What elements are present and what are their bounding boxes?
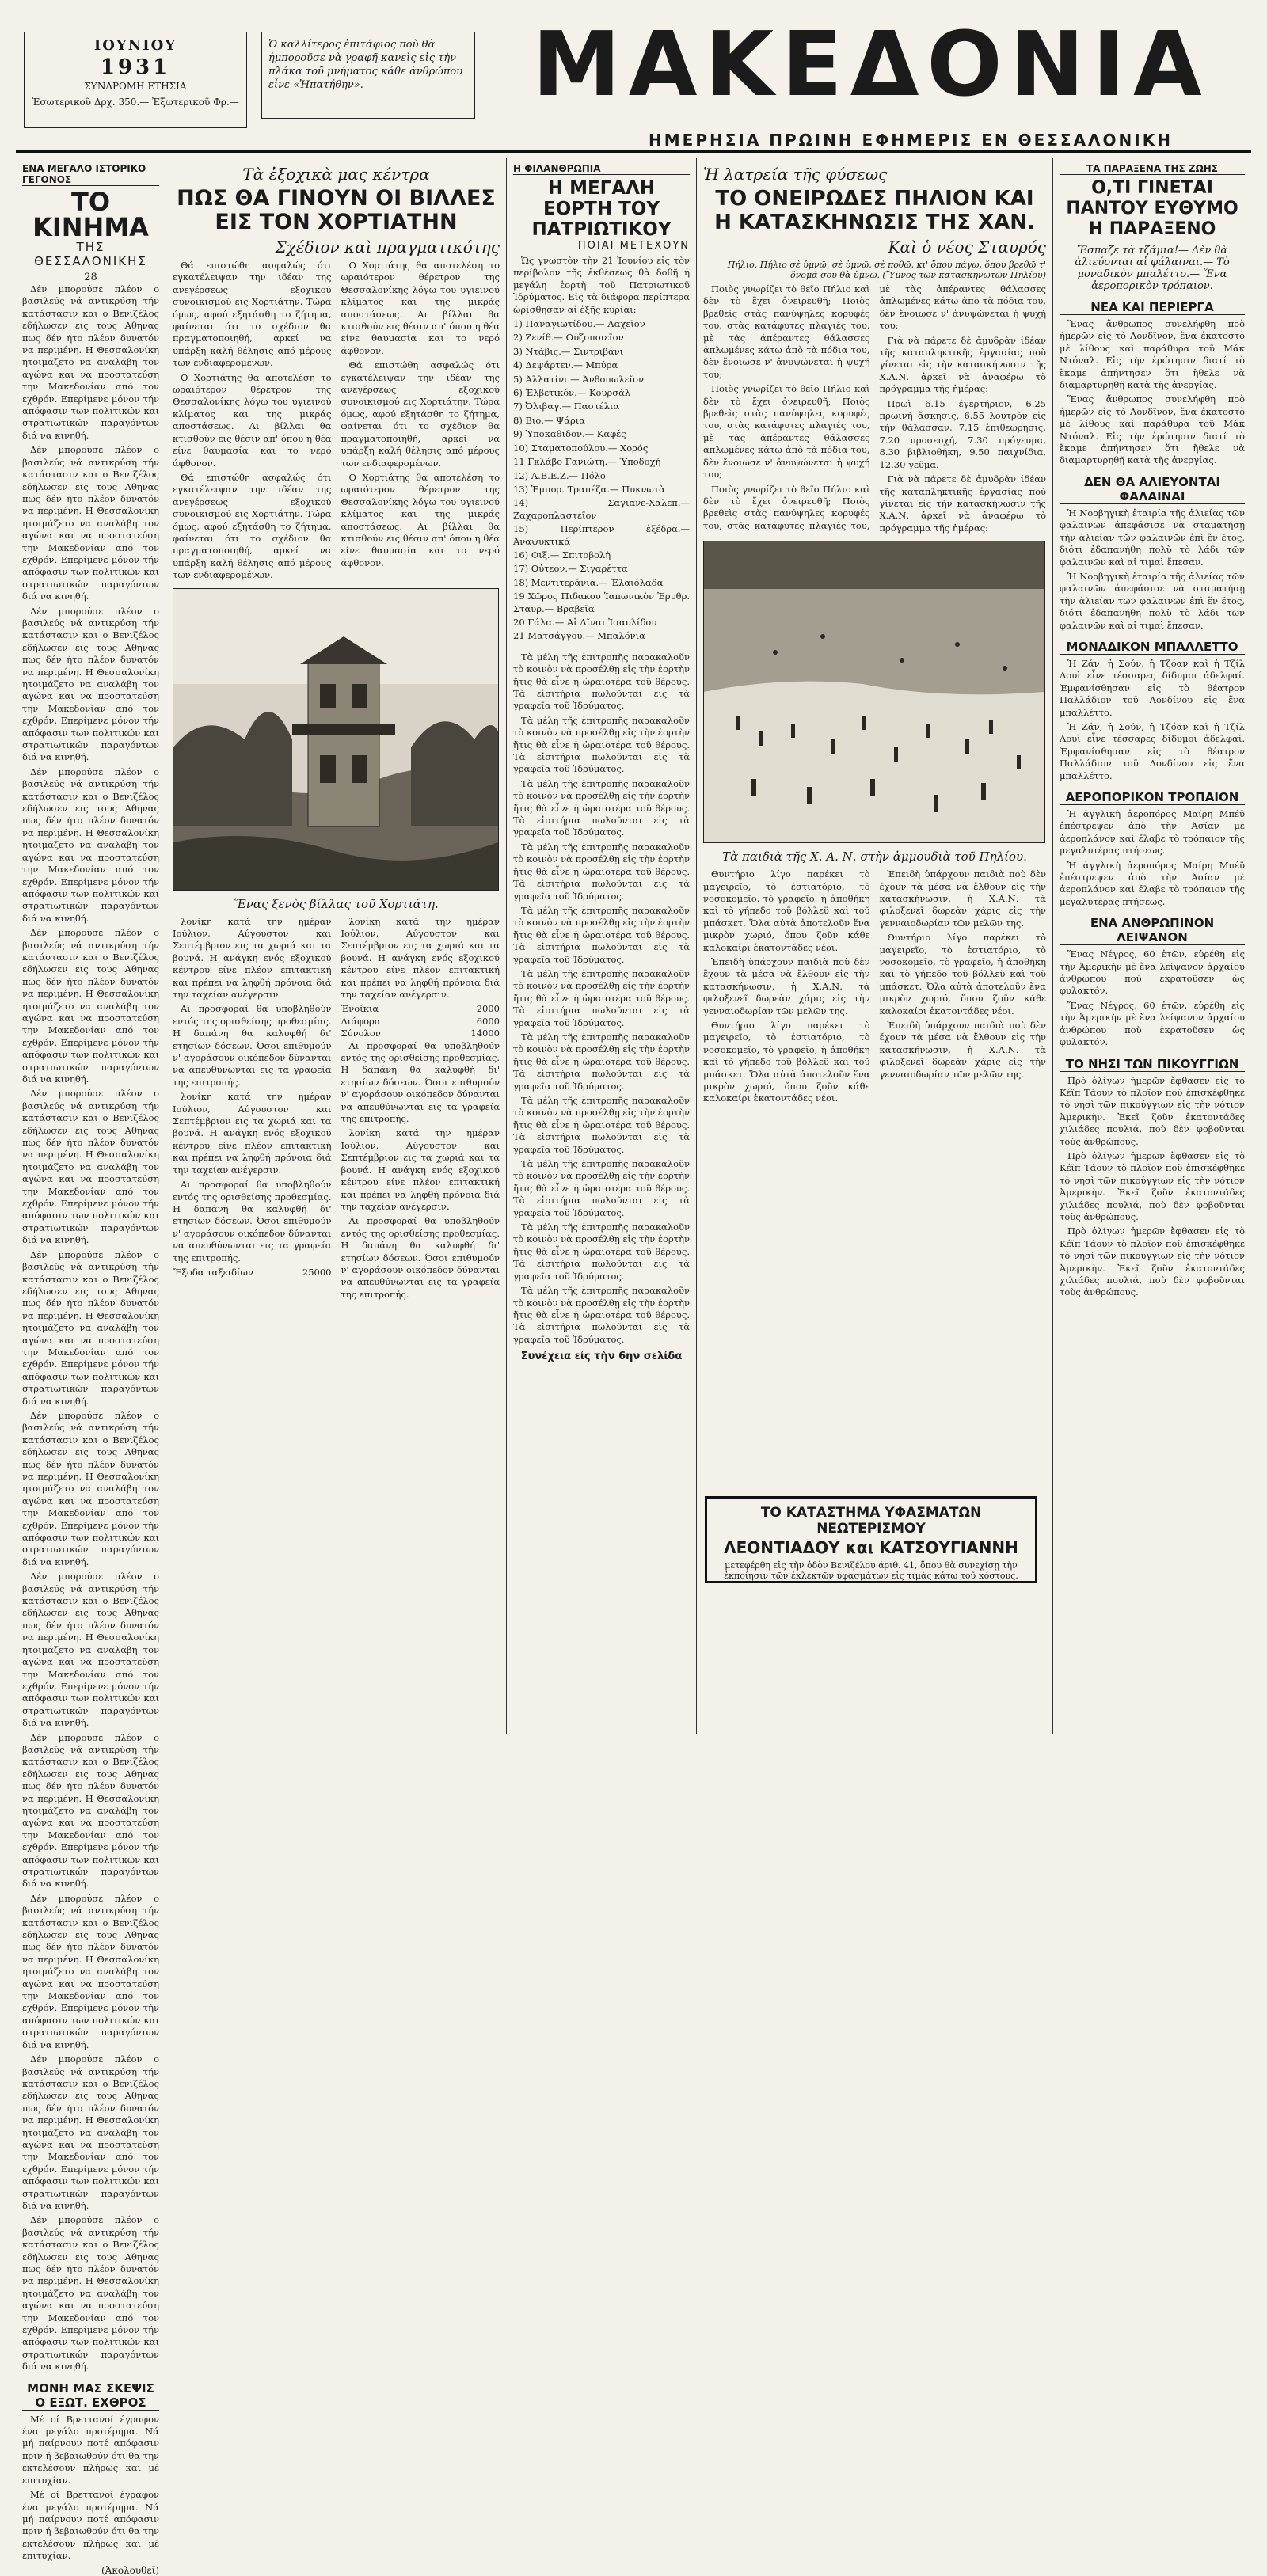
- cost-amount: 6000: [476, 1015, 500, 1027]
- section-body: [1060, 808, 1245, 908]
- paragraph: Ο Χορτιάτης θα αποτελέση το ωραιότερον θέρετρον της Θεσσαλονίκης λόγω του υγιεινού κλίματος και της μικράς αποστάσεως. Αι βίλλαι θα κτισθούν εις θέσιν απ' όπου η θέα είνε θαυμασία και το νερό άφθονον.: [341, 471, 500, 568]
- article-headline: Ο,ΤΙ ΓΙΝΕΤΑΙ ΠΑΝΤΟΥ ΕΥΘΥΜΟ Η ΠΑΡΑΞΕΝΟ: [1066, 178, 1238, 239]
- continued-note: Συνέχεια εἰς τὴν 6ην σελίδα: [520, 1351, 683, 1363]
- article-subhead: ΠΟΙΑΙ ΜΕΤΕΧΟΥΝ: [577, 240, 690, 252]
- article-headline: ΠΩΣ ΘΑ ΓΙΝΟΥΝ ΟΙ ΒΙΛΛΕΣ ΕΙΣ ΤΟΝ ΧΟΡΤΙΑΤΗΝ: [177, 186, 496, 234]
- section-body: [1060, 948, 1245, 1048]
- ad-name: ΛΕΟΝΤΙΑΔΟΥ και ΚΑΤΣΟΥΓΙΑΝΝΗ: [724, 1538, 1018, 1557]
- newspaper-subtitle: ΗΜΕΡΗΣΙΑ ΠΡΩΙΝΗ ΕΦΗΜΕΡΙΣ ΕΝ ΘΕΣΣΑΛΟΝΙΚΗ: [570, 127, 1251, 150]
- paragraph: Ἡ Νορβηγικὴ ἑταιρία τῆς ἁλιείας τῶν φαλαινῶν ἀπεφάσισε νὰ σταματήσῃ τὴν ἁλιείαν τῶν φαλαινῶν ἐπὶ ἕν ἔτος, διότι ἐδαπανήθη πολὺ τὸ λάδι τῶν φαλαινῶν καὶ αἱ τιμαὶ ἔπεσαν.: [1060, 570, 1245, 631]
- paragraph: Δέν μπορούσε πλέον ο βασιλεύς νά αντικρύση τήν κατάστασιν και ο Βενιζέλος εδήλωσεν εις τους Αθηνας πως δέν ήτο πλέον δυνατόν να περιμένη. Η Θεσσαλονίκη ητοιμάζετο να αναλάβη τον αγώνα και να προστατεύση την Μακεδονίαν από τον εχθρόν. Επερίμενε μόνον τήν απόφασιν των πολιτικών και στρατιωτικών παραγόντων διά να κινηθή.: [22, 1571, 159, 1729]
- installment-number: 28: [84, 272, 97, 283]
- article-headline: ΤΟ ΚΙΝΗΜΑ: [32, 187, 149, 242]
- paragraph: Ἡ Ζάν, ἡ Σούν, ἡ Τζόαν καὶ ἡ Τζίλ Λουὶ εἶνε τέσσαρες δίδυμοι ἀδελφαί. Ἐμφανίσθησαν εἰς τὸ θέατρον Παλλάδιον τοῦ Λονδίνου εἰς ἕνα μπαλλέττο.: [1060, 657, 1245, 718]
- section-headline: ΑΕΡΟΠΟΡΙΚΟΝ ΤΡΟΠΑΙΟΝ: [1060, 790, 1245, 805]
- list-item: 9) Ὑποκαθιδον.— Καφές: [513, 428, 626, 440]
- list-item: 15) Περίπτερον ἐξέδρα.— Ἀναψυκτικά: [513, 523, 690, 547]
- paragraph: Δέν μπορούσε πλέον ο βασιλεύς νά αντικρύση τήν κατάστασιν και ο Βενιζέλος εδήλωσεν εις τους Αθηνας πως δέν ήτο πλέον δυνατόν να περιμένη. Η Θεσσαλονίκη ητοιμάζετο να αναλάβη τον αγώνα και να προστατεύση την Μακεδονίαν από τον εχθρόν. Επερίμενε μόνον τήν απόφασιν των πολιτικών και στρατιωτικών παραγόντων διά να κινηθή.: [22, 2054, 159, 2211]
- paragraph: Ἐπειδὴ ὑπάρχουν παιδιὰ ποὺ δὲν ἔχουν τὰ μέσα νὰ ἔλθουν εἰς τὴν κατασκήνωσιν, ἡ Χ.Α.Ν. τὰ φιλοξενεῖ δωρεὰν χάρις εἰς τὴν γενναιοδωρίαν τῶν μελῶν της.: [879, 1020, 1046, 1080]
- paragraph: Τὰ μέλη τῆς ἐπιτροπῆς παρακαλοῦν τὸ κοινὸν νὰ προσέλθῃ εἰς τὴν ἑορτὴν ἥτις θὰ εἶνε ἡ ὡραιοτέρα τοῦ θέρους. Τὰ εἰσιτήρια πωλοῦνται εἰς τὰ γραφεῖα τοῦ Ἱδρύματος.: [513, 1031, 690, 1092]
- paragraph: Ἐπειδὴ ὑπάρχουν παιδιὰ ποὺ δὲν ἔχουν τὰ μέσα νὰ ἔλθουν εἰς τὴν κατασκήνωσιν, ἡ Χ.Α.Ν. τὰ φιλοξενεῖ δωρεὰν χάρις εἰς τὴν γενναιοδωρίαν τῶν μελῶν της.: [703, 956, 870, 1016]
- paragraph: Ο Χορτιάτης θα αποτελέση το ωραιότερον θέρετρον της Θεσσαλονίκης λόγω του υγιεινού κλίματος και της μικράς αποστάσεως. Αι βίλλαι θα κτισθούν εις θέσιν απ' όπου η θέα είνε θαυμασία και το νερό άφθονον.: [341, 260, 500, 356]
- paragraph: Πρὸ ὀλίγων ἡμερῶν ἔφθασεν εἰς τὸ Κέϊπ Τάουν τὸ πλοῖον ποὺ ἐπισκέφθηκε τὸ νησὶ τῶν πικούγγιων εἰς τὴν νότιον Ἀμερικὴν. Ἐκεῖ ζοῦν ἑκατοντάδες χιλιάδες πουλιά, ποὺ δὲν φοβοῦνται τοὺς ἀνθρώπους.: [1060, 1225, 1245, 1298]
- paragraph: Ποιὸς γνωρίζει τὸ θεῖο Πήλιο καὶ δὲν τὸ ἔχει ὀνειρευθῆ; Ποιὸς βρεθεὶς στὰς πανύψηλες κορυφές του, στὰς κατάφυτες πλαγιές του, μὲ τὰς ἀπέραντες θάλασσες ἀπλωμένες κάτω ἀπὸ τὰ πόδια του, δὲν ἔνοιωσε ν' ἀνυψώνεται ἡ ψυχή του;: [703, 283, 1046, 531]
- photo-caption: Ἕνας ξενὸς βίλλας τοῦ Χορτιάτη.: [234, 896, 439, 911]
- paragraph: Δέν μπορούσε πλέον ο βασιλεύς νά αντικρύση τήν κατάστασιν και ο Βενιζέλος εδήλωσεν εις τους Αθηνας πως δέν ήτο πλέον δυνατόν να περιμένη. Η Θεσσαλονίκη ητοιμάζετο να αναλάβη τον αγώνα και να προστατεύση την Μακεδονίαν από τον εχθρόν. Επερίμενε μόνον τήν απόφασιν των πολιτικών και στρατιωτικών παραγόντων διά να κινηθή.: [22, 1409, 159, 1567]
- list-item: 11 Γκλάβο Γανιώτη.— Ὑποδοχή: [513, 456, 661, 468]
- issue-month: ΙΟΥΝΙΟΥ: [93, 37, 177, 54]
- paragraph: Δέν μπορούσε πλέον ο βασιλεύς νά αντικρύση τήν κατάστασιν και ο Βενιζέλος εδήλωσεν εις τους Αθηνας πως δέν ήτο πλέον δυνατόν να περιμένη. Η Θεσσαλονίκη ητοιμάζετο να αναλάβη τον αγώνα και να προστατεύση την Μακεδονίαν από τον εχθρόν. Επερίμενε μόνον τήν απόφασιν των πολιτικών και στρατιωτικών παραγόντων διά να κινηθή.: [22, 1892, 159, 2050]
- list-item: 21 Ματσάγγου.— Μπαλόνια: [513, 630, 645, 642]
- paragraph: Τὰ μέλη τῆς ἐπιτροπῆς παρακαλοῦν τὸ κοινὸν νὰ προσέλθῃ εἰς τὴν ἑορτὴν ἥτις θὰ εἶνε ἡ ὡραιοτέρα τοῦ θέρους. Τὰ εἰσιτήρια πωλοῦνται εἰς τὰ γραφεῖα τοῦ Ἱδρύματος.: [513, 841, 690, 902]
- cost-label: Διάφορα: [341, 1015, 381, 1027]
- section-body: [22, 2414, 159, 2563]
- paragraph: Ἕνας ἄνθρωπος συνελήφθη πρὸ ἡμερῶν εἰς τὸ Λονδῖνον, ἕνα ἑκατοστὸ μὲ λίθους καὶ παράθυρα τοῦ Μάκ Ντόναλ. Εἰς τὴν ἐρώτησιν διατί τὸ ἔκαμε ἀπήντησεν ὅτι ἤθελε νὰ διαμαρτυρηθῇ κατὰ τῆς ἀνεργίας.: [1060, 393, 1245, 466]
- article-kicker: ΤΑ ΠΑΡΑΞΕΝΑ ΤΗΣ ΖΩΗΣ: [1060, 163, 1245, 175]
- paragraph: Πρωὶ 6.15 ἐγερτήριον, 6.25 πρωινὴ ἄσκησις, 6.55 λουτρὸν εἰς τὴν θάλασσαν, 7.15 ἐπιθεώρησις, 7.20 προσευχή, 7.30 πρόγευμα, 8.30 βιβλιοθήκη, 9.50 παιχνίδια, 12.30 γεῦμα.: [879, 397, 1046, 470]
- section-headline: ΤΟ ΝΗΣΙ ΤΩΝ ΠΙΚΟΥΓΓΙΩΝ: [1060, 1057, 1245, 1072]
- article-subhead: ΤΗΣ ΘΕΣΣΑΛΟΝΙΚΗΣ: [34, 240, 147, 268]
- paragraph: Τὰ μέλη τῆς ἐπιτροπῆς παρακαλοῦν τὸ κοινὸν νὰ προσέλθῃ εἰς τὴν ἑορτὴν ἥτις θὰ εἶνε ἡ ὡραιοτέρα τοῦ θέρους. Τὰ εἰσιτήρια πωλοῦνται εἰς τὰ γραφεῖα τοῦ Ἱδρύματος.: [513, 1158, 690, 1218]
- cost-label: Ἐνοίκια: [341, 1003, 379, 1015]
- booth-list: [513, 318, 690, 643]
- paragraph: λονίκη κατά την ημέραν Ιούλιον, Αύγουστον και Σεπτέμβριον εις τα χωριά και τα βουνά. Η ανάγκη ενός εξοχικού κέντρου είνε πλέον επιτακτική και πρέπει να ληφθή πρόνοια διά την ταχείαν ανέγερσιν.: [341, 1127, 500, 1212]
- paragraph: λονίκη κατά την ημέραν Ιούλιον, Αύγουστον και Σεπτέμβριον εις τα χωριά και τα βουνά. Η ανάγκη ενός εξοχικού κέντρου είνε πλέον επιτακτική και πρέπει να ληφθή πρόνοια διά την ταχείαν ανέγερσιν.: [173, 915, 332, 1000]
- paragraph: Δέν μπορούσε πλέον ο βασιλεύς νά αντικρύση τήν κατάστασιν και ο Βενιζέλος εδήλωσεν εις τους Αθηνας πως δέν ήτο πλέον δυνατόν να περιμένη. Η Θεσσαλονίκη ητοιμάζετο να αναλάβη τον αγώνα και να προστατεύση την Μακεδονίαν από τον εχθρόν. Επερίμενε μόνον τήν απόφασιν των πολιτικών και στρατιωτικών παραγόντων διά να κινηθή.: [22, 605, 159, 763]
- paragraph: Ὡς γνωστὸν τὴν 21 Ἰουνίου εἰς τὸν περίβολον τῆς ἐκθέσεως θὰ δοθῆ ἡ μεγάλη ἑορτὴ τοῦ Πατριωτικοῦ Ἱδρύματος. Εἰς τὰ διάφορα περίπτερα ὡρίσθησαν αἱ ἑξῆς κυρίαι:: [513, 255, 690, 315]
- article-kicker: Ἡ λατρεία τῆς φύσεως: [703, 165, 888, 184]
- paragraph: Γιὰ νὰ πάρετε δὲ ἀμυδρὰν ἰδέαν τῆς καταπληκτικῆς ἐργασίας ποὺ γίνεται εἰς τὴν κατασκήνωσιν τῆς Χ.Α.Ν. ἀρκεῖ νὰ ἀναφέρω τὸ πρόγραμμα τῆς ἡμέρας:: [879, 473, 1046, 534]
- list-item: 16) Φιξ.— Σπιτοβολὴ: [513, 549, 611, 560]
- subscription-label: ΣΥΝΔΡΟΜΗ ΕΤΗΣΙΑ: [84, 81, 187, 92]
- list-item: 2) Ζενίθ.— Οὐζοποιεῖον: [513, 332, 624, 344]
- cost-row: [341, 1028, 500, 1039]
- cost-row: [341, 1016, 500, 1028]
- paragraph: λονίκη κατά την ημέραν Ιούλιον, Αύγουστον και Σεπτέμβριον εις τα χωριά και τα βουνά. Η ανάγκη ενός εξοχικού κέντρου είνε πλέον επιτακτική και πρέπει να ληφθή πρόνοια διά την ταχείαν ανέγερσιν.: [173, 1091, 332, 1176]
- section-body: [1060, 507, 1245, 632]
- section-body: [1060, 318, 1245, 467]
- villa-illustration: [173, 588, 499, 891]
- paragraph: Θά επιστώθη ασφαλώς ότι εγκατέλειψαν την ιδέαν της ανεγέρσεως εξοχικού συνοικισμού εις Χορτιάτην. Τώρα όμως, αφού εξητάσθη το ζήτημα, φαίνεται ότι το σχέδιον θα πραγματοποιηθή, αρκεί να υπάρξη καλή θέλησις από μέρους των ενδιαφερομένων.: [341, 359, 500, 469]
- article-body: [22, 283, 159, 2373]
- paragraph: Γιὰ νὰ πάρετε δὲ ἀμυδρὰν ἰδέαν τῆς καταπληκτικῆς ἐργασίας ποὺ γίνεται εἰς τὴν κατασκήνωσιν τῆς Χ.Α.Ν. ἀρκεῖ νὰ ἀναφέρω τὸ πρόγραμμα τῆς ἡμέρας:: [879, 334, 1046, 395]
- paragraph: Τὰ μέλη τῆς ἐπιτροπῆς παρακαλοῦν τὸ κοινὸν νὰ προσέλθῃ εἰς τὴν ἑορτὴν ἥτις θὰ εἶνε ἡ ὡραιοτέρα τοῦ θέρους. Τὰ εἰσιτήρια πωλοῦνται εἰς τὰ γραφεῖα τοῦ Ἱδρύματος.: [513, 904, 690, 965]
- paragraph: Ἡ Νορβηγικὴ ἑταιρία τῆς ἁλιείας τῶν φαλαινῶν ἀπεφάσισε νὰ σταματήσῃ τὴν ἁλιείαν τῶν φαλαινῶν ἐπὶ ἕν ἔτος, διότι ἐδαπανήθη πολὺ τὸ λάδι τῶν φαλαινῶν καὶ αἱ τιμαὶ ἔπεσαν.: [1060, 507, 1245, 568]
- beach-photo: [703, 541, 1045, 843]
- section-headline: ΝΕΑ ΚΑΙ ΠΕΡΙΕΡΓΑ: [1060, 300, 1245, 315]
- column-villas: [166, 158, 507, 1734]
- paragraph: Μέ οί Βρεττανοί έγραφον ένα μεγάλο προτέρημα. Νά μή παίρνουν ποτέ απόφασιν πριν ή βεβαιωθούν ότι θα την εκτελέσουν πλήρως και μέ επιτυχίαν.: [22, 2413, 159, 2486]
- paragraph: Ο Χορτιάτης θα αποτελέση το ωραιότερον θέρετρον της Θεσσαλονίκης λόγω του υγιεινού κλίματος και της μικράς αποστάσεως. Αι βίλλαι θα κτισθούν εις θέσιν απ' όπου η θέα είνε θαυμασία και το νερό άφθονον.: [173, 371, 332, 469]
- paragraph: Ποιὸς γνωρίζει τὸ θεῖο Πήλιο καὶ δὲν τὸ ἔχει ὀνειρευθῆ; Ποιὸς βρεθεὶς στὰς πανύψηλες κορυφές του, στὰς κατάφυτες πλαγιές του, μὲ τὰς ἀπέραντες θάλασσες ἀπλωμένες κάτω ἀπὸ τὰ πόδια του, δὲν ἔνοιωσε ν' ἀνυψώνεται ἡ ψυχή του;: [703, 283, 870, 380]
- paragraph: Ἡ Ζάν, ἡ Σούν, ἡ Τζόαν καὶ ἡ Τζίλ Λουὶ εἶνε τέσσαρες δίδυμοι ἀδελφαί. Ἐμφανίσθησαν εἰς τὸ θέατρον Παλλάδιον τοῦ Λονδίνου εἰς ἕνα μπαλλέττο.: [1060, 720, 1245, 781]
- list-item: 5) Ἀλλατίνι.— Ἀνθοπωλεῖον: [513, 373, 645, 385]
- article-headline: Η ΜΕΓΑΛΗ ΕΟΡΤΗ ΤΟΥ ΠΑΤΡΙΩΤΙΚΟΥ: [531, 178, 672, 240]
- cost-label: Σύνολον: [341, 1028, 381, 1039]
- section-headline: ΕΝΑ ΑΝΘΡΩΠΙΝΟΝ ΛΕΙΨΑΝΟΝ: [1060, 916, 1245, 945]
- paragraph: Θά επιστώθη ασφαλώς ότι εγκατέλειψαν την ιδέαν της ανεγέρσεως εξοχικού συνοικισμού εις Χορτιάτην. Τώρα όμως, αφού εξητάσθη το ζήτημα, φαίνεται ότι το σχέδιον θα πραγματοποιηθή, αρκεί να υπάρξη καλή θέλησις από μέρους των ενδιαφερομένων.: [173, 260, 332, 369]
- article-kicker: ΕΝΑ ΜΕΓΑΛΟ ΙΣΤΟΡΙΚΟ ΓΕΓΟΝΟΣ: [22, 163, 159, 186]
- list-item: 19 Χῶρος Πιδακου Ἱαπωνικὸν Ἐρυθρ. Σταυρ.— Βραβεῖα: [513, 591, 690, 614]
- article-headline: ΤΟ ΟΝΕΙΡΩΔΕΣ ΠΗΛΙΟΝ ΚΑΙ Η ΚΑΤΑΣΚΗΝΩΣΙΣ ΤΗΣ ΧΑΝ.: [714, 187, 1035, 234]
- paragraph: Ἕνας Νέγρος, 60 ἐτῶν, εὑρέθη εἰς τὴν Ἀμερικὴν μὲ ἕνα λείψανον ἀρχαίου ἀνθρώπου ποὺ ἐκρατοῦσεν ὡς φυλακτόν.: [1060, 948, 1245, 997]
- list-item: 3) Ντάβις.— Σιντριβάνι: [513, 345, 624, 357]
- list-item: 20 Γάλα.— Αἱ Δῖναι Ἰσαυλίδου: [513, 616, 657, 628]
- list-item: 13) Ἐμπορ. Τραπέζα.— Πυκνωτὰ: [513, 483, 665, 495]
- issue-year: 1931: [100, 55, 171, 79]
- advertisement-box: [705, 1496, 1037, 1583]
- paragraph: Τὰ μέλη τῆς ἐπιτροπῆς παρακαλοῦν τὸ κοινὸν νὰ προσέλθῃ εἰς τὴν ἑορτὴν ἥτις θὰ εἶνε ἡ ὡραιοτέρα τοῦ θέρους. Τὰ εἰσιτήρια πωλοῦνται εἰς τὰ γραφεῖα τοῦ Ἱδρύματος.: [513, 1095, 690, 1155]
- column-movement: [16, 158, 166, 2576]
- article-lead: Ἔσπαζε τὰ τζάμια!— Δὲν θὰ ἀλιεύονται αἱ φάλαιναι.— Τὸ μοναδικὸν μπαλέττο.— Ἕνα ἀεροπορικὸν τρόπαιον.: [1075, 245, 1230, 292]
- list-item: 8) Βιο.— Ψάρια: [513, 414, 586, 426]
- article-body-top: [703, 283, 1046, 534]
- paragraph: Τὰ μέλη τῆς ἐπιτροπῆς παρακαλοῦν τὸ κοινὸν νὰ προσέλθῃ εἰς τὴν ἑορτὴν ἥτις θὰ εἶνε ἡ ὡραιοτέρα τοῦ θέρους. Τὰ εἰσιτήρια πωλοῦνται εἰς τὰ γραφεῖα τοῦ Ἱδρύματος.: [513, 1222, 690, 1282]
- paragraph: Αι προσφοραί θα υποβληθούν εντός της ορισθείσης προθεσμίας. Η δαπάνη θα καλυφθή δι' ετησίων δόσεων. Όσοι επιθυμούν ν' αγοράσουν οικόπεδον δύνανται να απευθύνωνται εις τα γραφεία της επιτροπής.: [173, 1179, 332, 1263]
- cost-amount: 2000: [476, 1003, 500, 1015]
- article-intro: [513, 255, 690, 316]
- paragraph: Δέν μπορούσε πλέον ο βασιλεύς νά αντικρύση τήν κατάστασιν και ο Βενιζέλος εδήλωσεν εις τους Αθηνας πως δέν ήτο πλέον δυνατόν να περιμένη. Η Θεσσαλονίκη ητοιμάζετο να αναλάβη τον αγώνα και να προστατεύση την Μακεδονίαν από τον εχθρόν. Επερίμενε μόνον τήν απόφασιν των πολιτικών και στρατιωτικών παραγόντων διά να κινηθή.: [22, 444, 159, 602]
- ad-text: μετεφέρθη εἰς τὴν ὁδὸν Βενιζέλου ἀριθ. 41, ὅπου θὰ συνεχίσῃ τὴν ἐκποίησιν τῶν ἐκλεκτῶν ὑφασμάτων εἰς τιμὰς κάτω τοῦ κόστους.: [724, 1560, 1018, 1581]
- paragraph: Ἕνας Νέγρος, 60 ἐτῶν, εὑρέθη εἰς τὴν Ἀμερικὴν μὲ ἕνα λείψανον ἀρχαίου ἀνθρώπου ποὺ ἐκρατοῦσεν ὡς φυλακτόν.: [1060, 999, 1245, 1048]
- paragraph: Τὰ μέλη τῆς ἐπιτροπῆς παρακαλοῦν τὸ κοινὸν νὰ προσέλθῃ εἰς τὴν ἑορτὴν ἥτις θὰ εἶνε ἡ ὡραιοτέρα τοῦ θέρους. Τὰ εἰσιτήρια πωλοῦνται εἰς τὰ γραφεῖα τοῦ Ἱδρύματος.: [513, 1285, 690, 1345]
- paragraph: Δέν μπορούσε πλέον ο βασιλεύς νά αντικρύση τήν κατάστασιν και ο Βενιζέλος εδήλωσεν εις τους Αθηνας πως δέν ήτο πλέον δυνατόν να περιμένη. Η Θεσσαλονίκη ητοιμάζετο να αναλάβη τον αγώνα και να προστατεύση την Μακεδονίαν από τον εχθρόν. Επερίμενε μόνον τήν απόφασιν των πολιτικών και στρατιωτικών παραγόντων διά να κινηθή.: [22, 283, 159, 441]
- paragraph: Ἐπειδὴ ὑπάρχουν παιδιὰ ποὺ δὲν ἔχουν τὰ μέσα νὰ ἔλθουν εἰς τὴν κατασκήνωσιν, ἡ Χ.Α.Ν. τὰ φιλοξενεῖ δωρεὰν χάρις εἰς τὴν γενναιοδωρίαν τῶν μελῶν της.: [879, 868, 1046, 929]
- list-item: 14) Σαγιανε-Χαλεπ.— Ζαχαροπλαστεῖον: [513, 497, 690, 521]
- date-box: [24, 32, 247, 128]
- paragraph: λονίκη κατά την ημέραν Ιούλιον, Αύγουστον και Σεπτέμβριον εις τα χωριά και τα βουνά. Η ανάγκη ενός εξοχικού κέντρου είνε πλέον επιτακτική και πρέπει να ληφθή πρόνοια διά την ταχείαν ανέγερσιν.: [341, 915, 500, 1000]
- paragraph: Θυντήριο λίγο παρέκει τὸ μαγειρεῖο, τὸ ἑστιατόριο, τὸ νοσοκομεῖο, τὸ γραφεῖο, ἡ ἀποθήκη καὶ τὸ γήπεδο τοῦ βόλλεϋ καὶ τοῦ μπάσκετ. Ὅλα αὐτὰ ἀποτελοῦν ἕνα μικρὸν χωριό, ὅπου ζοῦν κάθε καλοκαίρι ἑκατοντάδες νέοι.: [703, 1020, 870, 1104]
- article-body: [513, 648, 690, 1346]
- section-headline: ΜΟΝΗ ΜΑΣ ΣΚΕΨΙΣ Ο ΕΞΩΤ. ΕΧΘΡΟΣ: [22, 2381, 159, 2411]
- photo-caption: Τὰ παιδιὰ τῆς Χ. Α. Ν. στὴν ἀμμουδιὰ τοῦ Πηλίου.: [722, 849, 1027, 864]
- paragraph: Μέ οί Βρεττανοί έγραφον ένα μεγάλο προτέρημα. Νά μή παίρνουν ποτέ απόφασιν πριν ή βεβαιωθούν ότι θα την εκτελέσουν πλήρως και μέ επιτυχίαν.: [22, 2489, 159, 2562]
- section-headline: ΜΟΝΑΔΙΚΟΝ ΜΠΑΛΛΕΤΤΟ: [1060, 640, 1245, 655]
- column-oddities: [1053, 158, 1251, 1734]
- paragraph: Θυντήριο λίγο παρέκει τὸ μαγειρεῖο, τὸ ἑστιατόριο, τὸ νοσοκομεῖο, τὸ γραφεῖο, ἡ ἀποθήκη καὶ τὸ γήπεδο τοῦ βόλλεϋ καὶ τοῦ μπάσκετ. Ὅλα αὐτὰ ἀποτελοῦν ἕνα μικρὸν χωριό, ὅπου ζοῦν κάθε καλοκαίρι ἑκατοντάδες νέοι.: [879, 932, 1046, 1016]
- paragraph: Αι προσφοραί θα υποβληθούν εντός της ορισθείσης προθεσμίας. Η δαπάνη θα καλυφθή δι' ετησίων δόσεων. Όσοι επιθυμούν ν' αγοράσουν οικόπεδον δύνανται να απευθύνωνται εις τα γραφεία της επιτροπής.: [173, 1003, 332, 1088]
- paragraph: Δέν μπορούσε πλέον ο βασιλεύς νά αντικρύση τήν κατάστασιν και ο Βενιζέλος εδήλωσεν εις τους Αθηνας πως δέν ήτο πλέον δυνατόν να περιμένη. Η Θεσσαλονίκη ητοιμάζετο να αναλάβη τον αγώνα και να προστατεύση την Μακεδονίαν από τον εχθρόν. Επερίμενε μόνον τήν απόφασιν των πολιτικών και στρατιωτικών παραγόντων διά να κινηθή.: [22, 927, 159, 1085]
- cost-row: [341, 1003, 500, 1015]
- article-body-top: [173, 260, 500, 582]
- paragraph: Ἡ ἀγγλικὴ ἀεροπόρος Μαίρη Μπέϋ ἐπέστρεψεν ἀπὸ τὴν Ἀσίαν μὲ ἀεροπλάνον καὶ ἔλαβε τὸ τρόπαιον τῆς μεγαλυτέρας πτήσεως.: [1060, 808, 1245, 857]
- list-item: 4) Δεψάρτεν.— Μπύρα: [513, 359, 618, 371]
- paragraph: Θά επιστώθη ασφαλώς ότι εγκατέλειψαν την ιδέαν της ανεγέρσεως εξοχικού συνοικισμού εις Χορτιάτην. Τώρα όμως, αφού εξητάσθη το ζήτημα, φαίνεται ότι το σχέδιον θα πραγματοποιηθή, αρκεί να υπάρξη καλή θέλησις από μέρους των ενδιαφερομένων.: [173, 471, 332, 581]
- paragraph: Αι προσφοραί θα υποβληθούν εντός της ορισθείσης προθεσμίας. Η δαπάνη θα καλυφθή δι' ετησίων δόσεων. Όσοι επιθυμούν ν' αγοράσουν οικόπεδον δύνανται να απευθύνωνται εις τα γραφεία της επιτροπής.: [341, 1039, 500, 1125]
- column-celebration: [507, 158, 697, 1734]
- paragraph: Ἡ ἀγγλικὴ ἀεροπόρος Μαίρη Μπέϋ ἐπέστρεψεν ἀπὸ τὴν Ἀσίαν μὲ ἀεροπλάνον καὶ ἔλαβε τὸ τρόπαιον τῆς μεγαλυτέρας πτήσεως.: [1060, 859, 1245, 907]
- section-headline: ΔΕΝ ΘΑ ΑΛΙΕΥΟΝΤΑΙ ΦΑΛΑΙΝΑΙ: [1060, 475, 1245, 504]
- list-item: 1) Παναγιωτίδου.— Λαχεῖον: [513, 318, 645, 330]
- paragraph: Δέν μπορούσε πλέον ο βασιλεύς νά αντικρύση τήν κατάστασιν και ο Βενιζέλος εδήλωσεν εις τους Αθηνας πως δέν ήτο πλέον δυνατόν να περιμένη. Η Θεσσαλονίκη ητοιμάζετο να αναλάβη τον αγώνα και να προστατεύση την Μακεδονίαν από τον εχθρόν. Επερίμενε μόνον τήν απόφασιν των πολιτικών και στρατιωτικών παραγόντων διά να κινηθή.: [22, 1731, 159, 1890]
- continued-note: (Ἀκολουθεῖ): [101, 2564, 159, 2576]
- epigraph: Πήλιο, Πήλιο σὲ ὑμνῶ, σὲ ὑμνῶ, σὲ ποθῶ, κι' ὅπου πάγω, ὅπου βρεθῶ τ' ὄνομά σου θὰ ὑμνῶ. (Ὕμνος τῶν κατασκηνωτῶν Πηλίου): [727, 260, 1046, 280]
- subscription-prices: Ἐσωτερικοῦ Δρχ. 350.— Ἐξωτερικοῦ Φρ.—: [32, 97, 239, 108]
- article-kicker: Η ΦΙΛΑΝΘΡΩΠΙΑ: [513, 163, 690, 175]
- paragraph: Δέν μπορούσε πλέον ο βασιλεύς νά αντικρύση τήν κατάστασιν και ο Βενιζέλος εδήλωσεν εις τους Αθηνας πως δέν ήτο πλέον δυνατόν να περιμένη. Η Θεσσαλονίκη ητοιμάζετο να αναλάβη τον αγώνα και να προστατεύση την Μακεδονίαν από τον εχθρόν. Επερίμενε μόνον τήν απόφασιν των πολιτικών και στρατιωτικών παραγόντων διά να κινηθή.: [22, 766, 159, 924]
- article-subhead: Σχέδιον καὶ πραγματικότης: [275, 237, 500, 256]
- list-item: 12) Α.Β.Ε.Ζ.— Πόλο: [513, 469, 606, 481]
- masthead: [16, 8, 1251, 153]
- section-body: [1060, 658, 1245, 782]
- paragraph: Πρὸ ὀλίγων ἡμερῶν ἔφθασεν εἰς τὸ Κέϊπ Τάουν τὸ πλοῖον ποὺ ἐπισκέφθηκε τὸ νησὶ τῶν πικούγγιων εἰς τὴν νότιον Ἀμερικὴν. Ἐκεῖ ζοῦν ἑκατοντάδες χιλιάδες πουλιά, ποὺ δὲν φοβοῦνται τοὺς ἀνθρώπους.: [1060, 1149, 1245, 1222]
- paragraph: Δέν μπορούσε πλέον ο βασιλεύς νά αντικρύση τήν κατάστασιν και ο Βενιζέλος εδήλωσεν εις τους Αθηνας πως δέν ήτο πλέον δυνατόν να περιμένη. Η Θεσσαλονίκη ητοιμάζετο να αναλάβη τον αγώνα και να προστατεύση την Μακεδονίαν από τον εχθρόν. Επερίμενε μόνον τήν απόφασιν των πολιτικών και στρατιωτικών παραγόντων διά να κινηθή.: [22, 1248, 159, 1407]
- paragraph: Τὰ μέλη τῆς ἐπιτροπῆς παρακαλοῦν τὸ κοινὸν νὰ προσέλθῃ εἰς τὴν ἑορτὴν ἥτις θὰ εἶνε ἡ ὡραιοτέρα τοῦ θέρους. Τὰ εἰσιτήρια πωλοῦνται εἰς τὰ γραφεῖα τοῦ Ἱδρύματος.: [513, 651, 690, 712]
- list-item: 10) Σταματοπούλου.— Χορός: [513, 442, 649, 454]
- ad-title: ΤΟ ΚΑΤΑΣΤΗΜΑ ΥΦΑΣΜΑΤΩΝ ΝΕΩΤΕΡΙΣΜΟΥ: [760, 1505, 982, 1537]
- list-item: 6) Ἐλβετικόν.— Κουρσάλ: [513, 387, 631, 399]
- paragraph: Τὰ μέλη τῆς ἐπιτροπῆς παρακαλοῦν τὸ κοινὸν νὰ προσέλθῃ εἰς τὴν ἑορτὴν ἥτις θὰ εἶνε ἡ ὡραιοτέρα τοῦ θέρους. Τὰ εἰσιτήρια πωλοῦνται εἰς τὰ γραφεῖα τοῦ Ἱδρύματος.: [513, 967, 690, 1028]
- paragraph: Αι προσφοραί θα υποβληθούν εντός της ορισθείσης προθεσμίας. Η δαπάνη θα καλυφθή δι' ετησίων δόσεων. Όσοι επιθυμούν ν' αγοράσουν οικόπεδον δύνανται να απευθύνωνται εις τα γραφεία της επιτροπής.: [341, 1215, 500, 1300]
- paragraph: Τὰ μέλη τῆς ἐπιτροπῆς παρακαλοῦν τὸ κοινὸν νὰ προσέλθῃ εἰς τὴν ἑορτὴν ἥτις θὰ εἶνε ἡ ὡραιοτέρα τοῦ θέρους. Τὰ εἰσιτήρια πωλοῦνται εἰς τὰ γραφεῖα τοῦ Ἱδρύματος.: [513, 777, 690, 838]
- newspaper-title: ΜΑΚΕΔΟΝΙΑ: [532, 13, 1210, 116]
- cost-label: Ἔξοδα ταξειδίων: [173, 1266, 253, 1278]
- masthead-quote: Ὁ καλλίτερος ἐπιτάφιος ποὺ θὰ ἠμποροῦσε νὰ γραφῆ κανεὶς εἰς τὴν πλάκα τοῦ μνήματος κάθε ἀνθρώπου εἶνε «Ἠπατήθην».: [261, 32, 475, 119]
- article-kicker: Τὰ ἐξοχικὰ μας κέντρα: [242, 165, 430, 184]
- paragraph: Πρὸ ὀλίγων ἡμερῶν ἔφθασεν εἰς τὸ Κέϊπ Τάουν τὸ πλοῖον ποὺ ἐπισκέφθηκε τὸ νησὶ τῶν πικούγγιων εἰς τὴν νότιον Ἀμερικὴν. Ἐκεῖ ζοῦν ἑκατοντάδες χιλιάδες πουλιά, ποὺ δὲν φοβοῦνται τοὺς ἀνθρώπους.: [1060, 1074, 1245, 1147]
- paragraph: Τὰ μέλη τῆς ἐπιτροπῆς παρακαλοῦν τὸ κοινὸν νὰ προσέλθῃ εἰς τὴν ἑορτὴν ἥτις θὰ εἶνε ἡ ὡραιοτέρα τοῦ θέρους. Τὰ εἰσιτήρια πωλοῦνται εἰς τὰ γραφεῖα τοῦ Ἱδρύματος.: [513, 714, 690, 775]
- paragraph: Ποιὸς γνωρίζει τὸ θεῖο Πήλιο καὶ δὲν τὸ ἔχει ὀνειρευθῆ; Ποιὸς βρεθεὶς στὰς πανύψηλες κορυφές του, στὰς κατάφυτες πλαγιές του, μὲ τὰς ἀπέραντες θάλασσες ἀπλωμένες κάτω ἀπὸ τὰ πόδια του, δὲν ἔνοιωσε ν' ἀνυψώνεται ἡ ψυχή του;: [703, 383, 870, 481]
- article-body-bottom: [173, 916, 500, 1301]
- cost-amount: 25000: [302, 1266, 332, 1278]
- cost-row: [173, 1267, 332, 1279]
- article-body-bottom: [703, 868, 1046, 1105]
- list-item: 17) Οὐτεον.— Σιγαρέττα: [513, 563, 628, 575]
- paragraph: Θυντήριο λίγο παρέκει τὸ μαγειρεῖο, τὸ ἑστιατόριο, τὸ νοσοκομεῖο, τὸ γραφεῖο, ἡ ἀποθήκη καὶ τὸ γήπεδο τοῦ βόλλεϋ καὶ τοῦ μπάσκετ. Ὅλα αὐτὰ ἀποτελοῦν ἕνα μικρὸν χωριό, ὅπου ζοῦν κάθε καλοκαίρι ἑκατοντάδες νέοι.: [703, 868, 870, 953]
- paragraph: Δέν μπορούσε πλέον ο βασιλεύς νά αντικρύση τήν κατάστασιν και ο Βενιζέλος εδήλωσεν εις τους Αθηνας πως δέν ήτο πλέον δυνατόν να περιμένη. Η Θεσσαλονίκη ητοιμάζετο να αναλάβη τον αγώνα και να προστατεύση την Μακεδονίαν από τον εχθρόν. Επερίμενε μόνον τήν απόφασιν των πολιτικών και στρατιωτικών παραγόντων διά να κινηθή.: [22, 1088, 159, 1246]
- list-item: 7) Ὀλιβαγ.— Παστέλια: [513, 401, 620, 412]
- list-item: 18) Μεντιτεράνια.— Ἐλαιόλαδα: [513, 576, 664, 588]
- section-body: [1060, 1075, 1245, 1299]
- paragraph: Δέν μπορούσε πλέον ο βασιλεύς νά αντικρύση τήν κατάστασιν και ο Βενιζέλος εδήλωσεν εις τους Αθηνας πως δέν ήτο πλέον δυνατόν να περιμένη. Η Θεσσαλονίκη ητοιμάζετο να αναλάβη τον αγώνα και να προστατεύση την Μακεδονίαν από τον εχθρόν. Επερίμενε μόνον τήν απόφασιν των πολιτικών και στρατιωτικών παραγόντων διά να κινηθή.: [22, 2214, 159, 2373]
- cost-amount: 14000: [470, 1028, 500, 1039]
- paragraph: Ἕνας ἄνθρωπος συνελήφθη πρὸ ἡμερῶν εἰς τὸ Λονδῖνον, ἕνα ἑκατοστὸ μὲ λίθους καὶ παράθυρα τοῦ Μάκ Ντόναλ. Εἰς τὴν ἐρώτησιν διατί τὸ ἔκαμε ἀπήντησεν ὅτι ἤθελε νὰ διαμαρτυρηθῇ κατὰ τῆς ἀνεργίας.: [1060, 318, 1245, 391]
- article-subhead: Καὶ ὁ νέος Σταυρός: [888, 237, 1046, 256]
